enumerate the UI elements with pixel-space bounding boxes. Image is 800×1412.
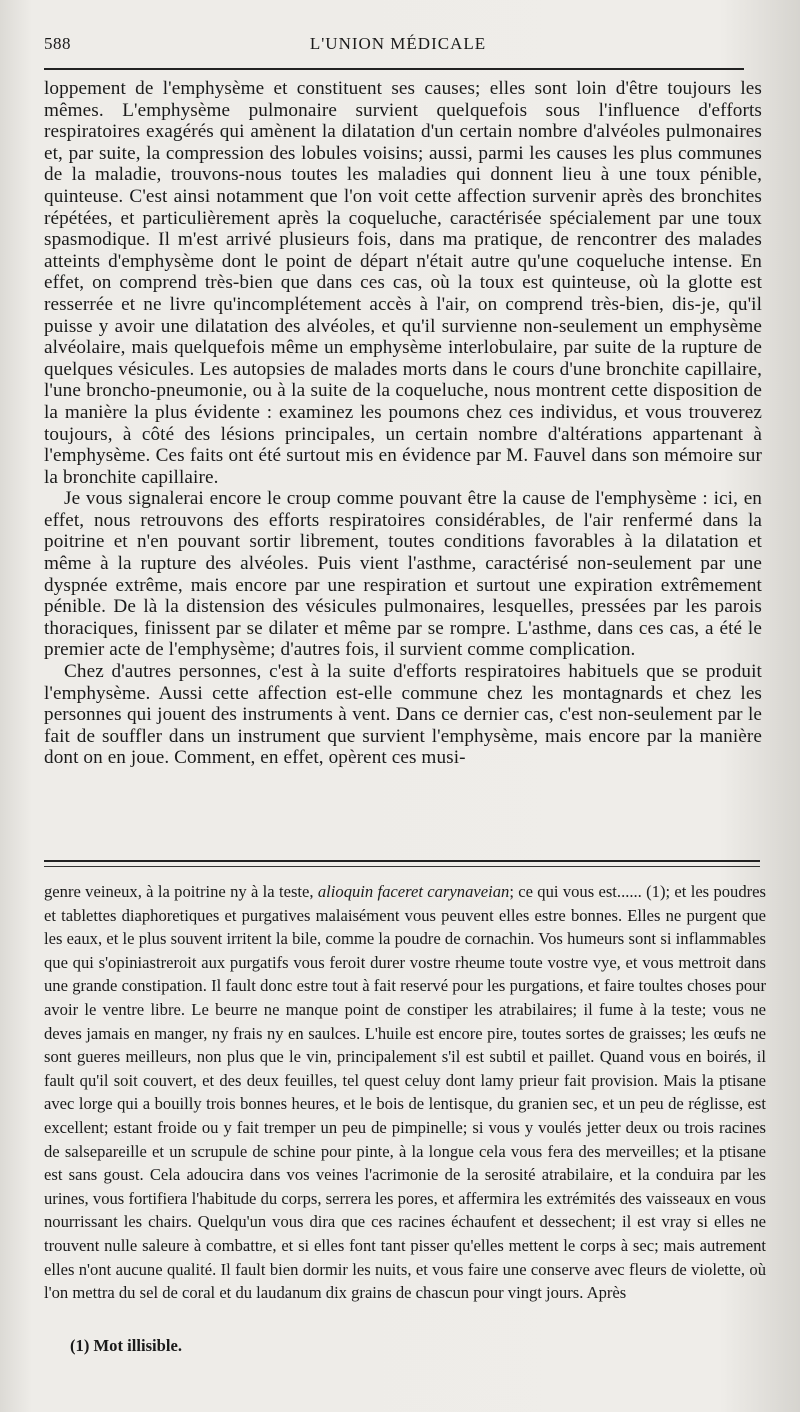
paragraph: loppement de l'emphysème et constituent ses causes; elles sont loin d'être toujours les mêmes. L'emphysème pulmonaire survient quelquefois sous l'influence d'efforts respiratoires exagérés qui amènent la dilatation d'un certain nombre d'alvéoles pulmonaires et, par suite, la compression des lobules voisins; aussi, parmi les causes les plus communes de la maladie, trouvons-nous toutes les maladies qui donnent lieu à une toux pénible, quinteuse. C'est ainsi notamment que l'on voit cette affection survenir après des bronchites répétées, et particulièrement après la coqueluche, caractérisée spécialement par une toux spasmodique. Il m'est arrivé plusieurs fois, dans ma pratique, de rencontrer des malades atteints d'emphysème dont le point de départ n'était autre qu'une coqueluche intense. En effet, on comprend très-bien que dans ces cas, où la toux est quinteuse, où la glotte est resserrée et ne livre qu'incomplétement accès à l'air, on comprend très-bien, dis-je, qu'il puisse y avoir une dilatation des alvéoles, et qu'il survienne non-seulement un emphysème alvéolaire, mais quelquefois même un emphysème interlobulaire, par suite de la rupture de quelques vésicules. Les autopsies de malades morts dans le cours d'une bronchite capillaire, l'une broncho-pneumonie, ou à la suite de la coqueluche, nous montrent cette disposition de la manière la plus évidente : examinez les poumons chez ces individus, et vous trouverez toujours, à côté des lésions principales, un certain nombre d'altérations appartenant à l'emphysème. Ces faits ont été surtout mis en évidence par M. Fauvel dans son mémoire sur la bronchite capillaire. bbox=[44, 78, 762, 488]
paragraph: Je vous signalerai encore le croup comme pouvant être la cause de l'emphysème : ici, en effet, nous retrouvons des efforts respiratoires considérables, de l'air renfermé dans la poitrine et n'en pouvant sortir librement, toutes conditions favorables à la dilatation et même à la rupture des alvéoles. Puis vient l'asthme, caractérisé non-seulement par une dyspnée extrême, mais encore par une respiration et surtout une expiration extrêmement pénible. De là la distension des vésicules pulmonaires, lesquelles, pressées par les parois thoraciques, finissent par se dilater et même par se rompre. L'asthme, dans ces cas, a été le premier acte de l'emphysème; d'autres fois, il survient comme complication. bbox=[44, 488, 762, 661]
page-number: 588 bbox=[44, 34, 71, 53]
latin-phrase: alioquin faceret carynaveian bbox=[317, 882, 510, 901]
note-text-start: genre veineux, à la poitrine ny à la teste, bbox=[44, 882, 318, 901]
note-body-text bbox=[44, 880, 766, 1305]
section-divider-rule bbox=[44, 860, 760, 867]
running-title: L'UNION MÉDICALE bbox=[309, 34, 487, 53]
note-text-rest: ; ce qui vous est...... (1); et les poudres et tablettes diaphoretiques et purgatives malaisément vous peuvent elles estre bonnes. Elles ne purgent que les eaux, et le plus souvent irritent la bile, comme la poudre de cornachin. Vos humeurs sont si inflammables que qui s'opiniastreroit aux purgatifs vous feroit durer vostre rheume toute vostre vye, et vous mettroit dans une grande constipation. Il fault donc estre tout à fait reservé pour les purgations, et faire toultes choses pour avoir le ventre libre. Le beurre ne manque point de constiper les atrabilaires; il fume à la teste; vous ne deves jamais en manger, ny frais ny en saulces. L'huile est encore pire, toutes sortes de graisses; les œufs ne sont gueres meilleurs, non plus que le vin, principalement s'il est subtil et paillet. Quand vous en boirés, il fault qu'il soit couvert, et des deux feuilles, tel quest celuy dont lamy prieur fait provision. Mais la ptisane avec lorge qui a bouilly trois bonnes heures, et le bois de lentisque, du granien sec, et un peu de réglisse, est excellent; estant froide ou y fait tremper un peu de pimpinelle; si vous y voulés jetter deux ou trois racines de salsepareille et un scrupule de schine pour pinte, à la longue cela vous fera des merveilles; et la ptisane est sans goust. Cela adoucira dans vos veines l'acrimonie de la serosité atrabilaire, et la conduira par les urines, vous fortifiera l'habitude du corps, serrera les pores, et affermira les extrémités des vaisseaux en vous nourrissant les chairs. Quelqu'un vous dira que ces racines échaufent et dessechent; il est vray si elles ne trouvent nulle saleure à combattre, et si elles font tant pisser qu'elles mettent le corps à sec; mais autrement elles n'ont aucune qualité. Il fault bien dormir les nuits, et vous faire une conserve avec fleurs de violette, où l'on mettra du sel de coral et du laudanum dix grains de chascun pour vingt jours. Après bbox=[44, 882, 767, 1303]
footnote: (1) Mot illisible. bbox=[70, 1336, 182, 1355]
paragraph: Chez d'autres personnes, c'est à la suite d'efforts respiratoires habituels que se produit l'emphysème. Aussi cette affection est-elle commune chez les montagnards et chez les personnes qui jouent des instruments à vent. Dans ce dernier cas, c'est non-seulement par le fait de souffler dans un instrument que survient l'emphysème, mais encore par la manière dont on en joue. Comment, en effet, opèrent ces musi- bbox=[44, 661, 762, 769]
note-paragraph bbox=[44, 880, 766, 1305]
header-rule bbox=[44, 68, 744, 70]
page-header bbox=[44, 34, 752, 58]
main-body-text bbox=[44, 78, 762, 769]
